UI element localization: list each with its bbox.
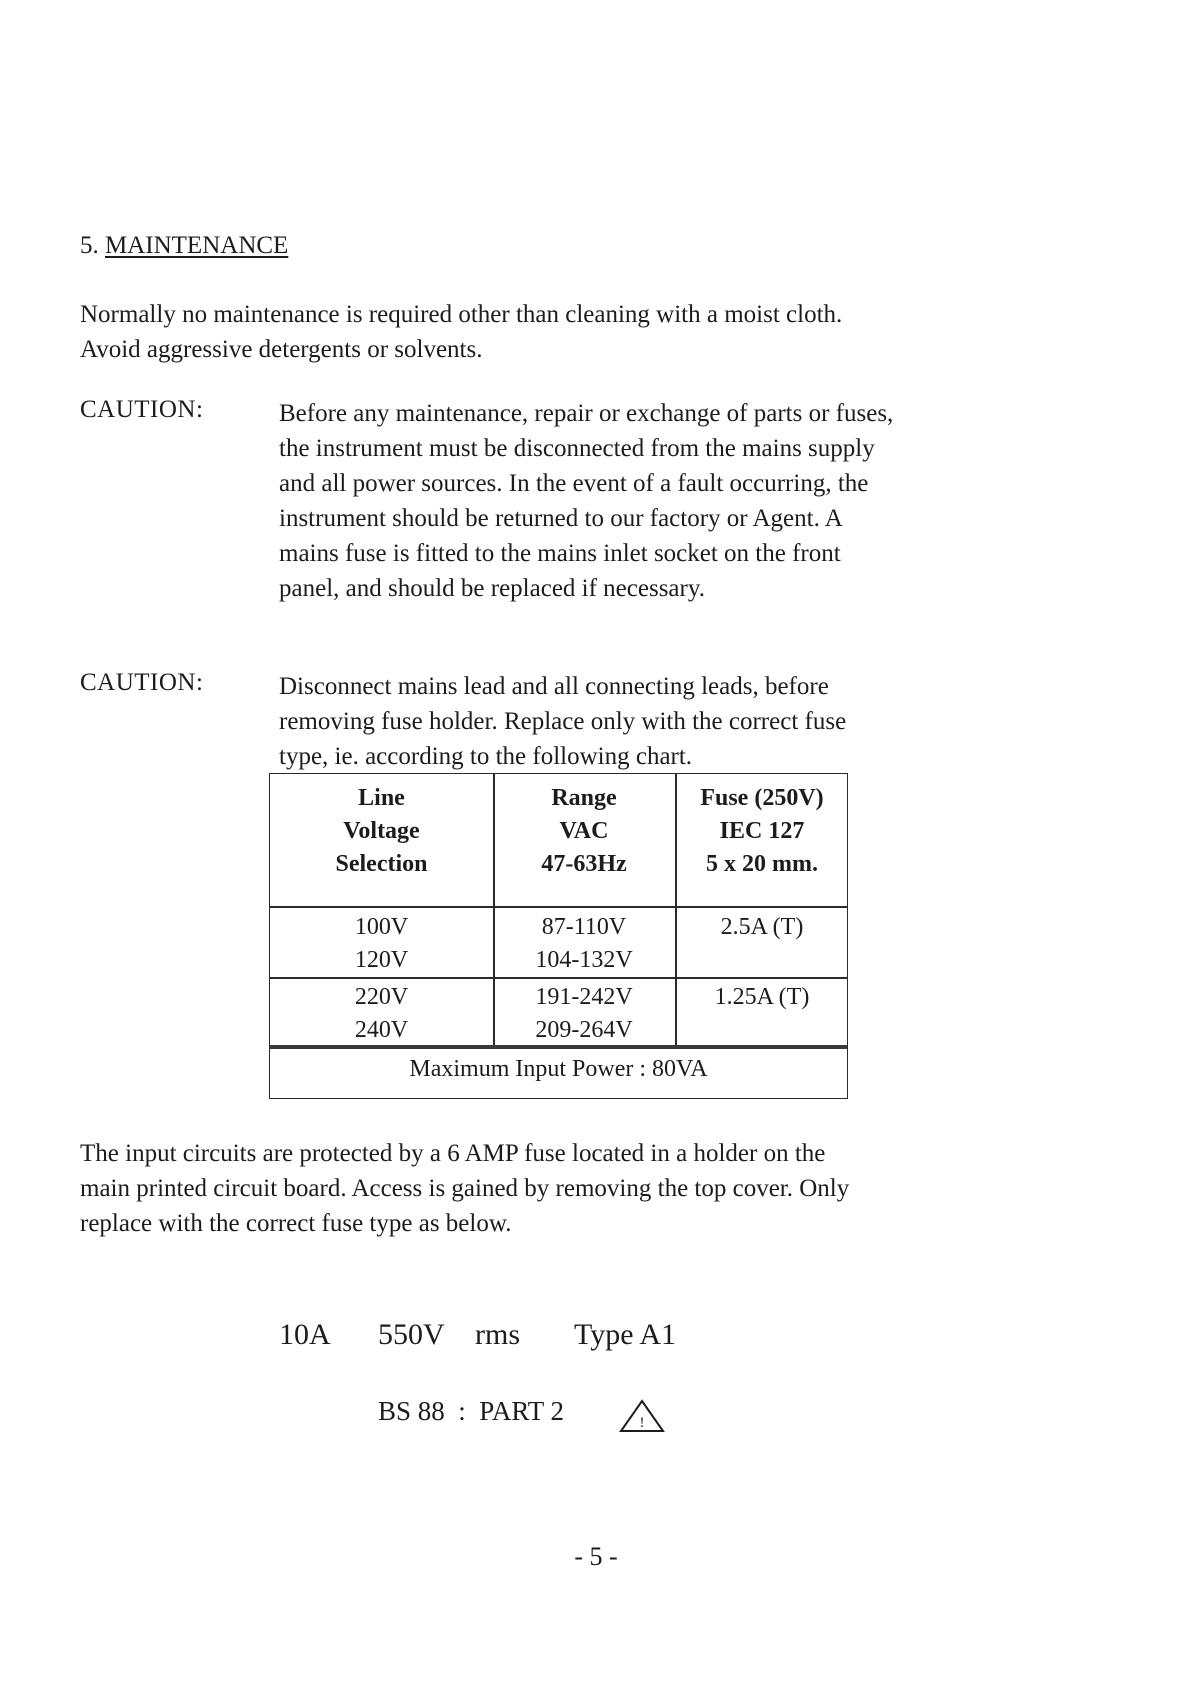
svg-text:!: ! <box>639 1415 645 1431</box>
caution-line: panel, and should be replaced if necessary. <box>279 575 705 602</box>
caution-label: CAUTION: <box>80 669 204 696</box>
input-circuits-paragraph <box>80 1136 849 1241</box>
header-range-vac: Range VAC 47-63Hz <box>541 785 627 877</box>
input-line: The input circuits are protected by a 6 AMP fuse located in a holder on the <box>80 1140 826 1167</box>
intro-line: Avoid aggressive detergents or solvents. <box>80 336 483 363</box>
row-divider <box>270 977 847 979</box>
fuse-spec-current: 10A <box>279 1318 331 1351</box>
table-cell-fuse: 2.5A (T) <box>720 914 804 940</box>
table-cell-voltages: 100V 120V <box>354 914 409 973</box>
fuse-standard: BS 88 : PART 2 <box>378 1396 564 1426</box>
caution-line: mains fuse is fitted to the mains inlet socket on the front <box>279 540 841 567</box>
table-cell-voltages: 220V 240V <box>354 984 409 1043</box>
page-number: - 5 - <box>574 1542 618 1571</box>
fuse-spec-unit: rms <box>475 1318 520 1351</box>
fuse-spec-type: Type A1 <box>574 1318 677 1351</box>
caution-text <box>279 669 846 774</box>
table-cell-ranges: 87-110V 104-132V <box>535 914 633 973</box>
header-fuse: Fuse (250V) IEC 127 5 x 20 mm. <box>700 785 824 877</box>
intro-line: Normally no maintenance is required other than cleaning with a moist cloth. <box>80 301 843 328</box>
caution-line: type, ie. according to the following chart. <box>279 743 693 770</box>
table-cell-ranges: 191-242V 209-264V <box>535 984 633 1043</box>
section-heading <box>80 232 288 260</box>
input-line: replace with the correct fuse type as below. <box>80 1210 512 1237</box>
warning-triangle-icon <box>618 1398 666 1434</box>
caution-line: the instrument must be disconnected from the mains supply <box>279 435 875 462</box>
caution-line: removing fuse holder. Replace only with the correct fuse <box>279 708 847 735</box>
caution-line: Disconnect mains lead and all connecting leads, before <box>279 673 829 700</box>
caution-label: CAUTION: <box>80 396 204 423</box>
caution-line: and all power sources. In the event of a fault occurring, the <box>279 470 869 497</box>
section-title: MAINTENANCE <box>105 232 289 259</box>
header-line-voltage-selection: Line Voltage Selection <box>335 785 428 877</box>
table-cell-fuse: 1.25A (T) <box>714 984 810 1010</box>
caution-line: instrument should be returned to our factory or Agent. A <box>279 505 843 532</box>
caution-text <box>279 396 893 606</box>
table-footer: Maximum Input Power : 80VA <box>409 1056 708 1082</box>
section-number: 5. <box>80 232 99 259</box>
intro-paragraph <box>80 297 842 367</box>
fuse-chart-table <box>269 773 848 1099</box>
fuse-spec-voltage: 550V <box>378 1318 445 1351</box>
caution-line: Before any maintenance, repair or exchange of parts or fuses, <box>279 400 894 427</box>
row-divider <box>270 906 847 908</box>
input-line: main printed circuit board. Access is gained by removing the top cover. Only <box>80 1175 850 1202</box>
